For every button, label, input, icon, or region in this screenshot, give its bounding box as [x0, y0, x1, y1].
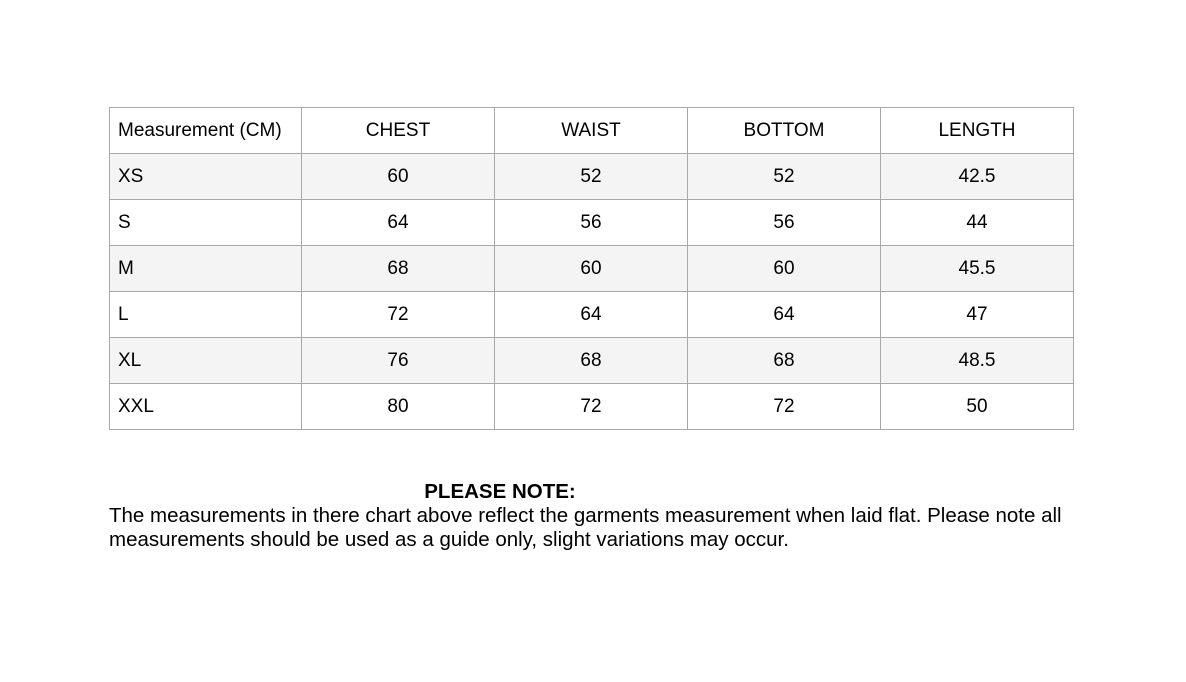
length-value: 45.5: [881, 246, 1074, 292]
header-chest: CHEST: [302, 108, 495, 154]
chest-value: 60: [302, 154, 495, 200]
length-value: 44: [881, 200, 1074, 246]
bottom-value: 60: [688, 246, 881, 292]
header-waist: WAIST: [495, 108, 688, 154]
waist-value: 52: [495, 154, 688, 200]
waist-value: 68: [495, 338, 688, 384]
note-title: PLEASE NOTE:: [424, 480, 576, 503]
bottom-value: 56: [688, 200, 881, 246]
chest-value: 76: [302, 338, 495, 384]
size-label: XL: [110, 338, 302, 384]
bottom-value: 68: [688, 338, 881, 384]
waist-value: 60: [495, 246, 688, 292]
table-row: [110, 338, 1074, 384]
chest-value: 64: [302, 200, 495, 246]
waist-value: 56: [495, 200, 688, 246]
size-label: XS: [110, 154, 302, 200]
note-body: The measurements in there chart above reflect the garments measurement when laid flat. Please note all measurements should be used as a guide only, slight variations may occur.: [109, 504, 1062, 551]
size-chart-header: [110, 108, 1074, 154]
table-row: [110, 246, 1074, 292]
size-label: M: [110, 246, 302, 292]
waist-value: 64: [495, 292, 688, 338]
size-label: XXL: [110, 384, 302, 430]
chest-value: 80: [302, 384, 495, 430]
bottom-value: 72: [688, 384, 881, 430]
length-value: 47: [881, 292, 1074, 338]
table-row: [110, 200, 1074, 246]
header-bottom: BOTTOM: [688, 108, 881, 154]
table-row: [110, 384, 1074, 430]
length-value: 48.5: [881, 338, 1074, 384]
size-chart-body: [110, 154, 1074, 430]
table-row: [110, 292, 1074, 338]
chest-value: 72: [302, 292, 495, 338]
header-row: [110, 108, 1074, 154]
header-length: LENGTH: [881, 108, 1074, 154]
size-chart-table: [109, 107, 1074, 430]
header-measurement: Measurement (CM): [110, 108, 302, 154]
bottom-value: 52: [688, 154, 881, 200]
size-label: L: [110, 292, 302, 338]
waist-value: 72: [495, 384, 688, 430]
size-label: S: [110, 200, 302, 246]
bottom-value: 64: [688, 292, 881, 338]
length-value: 50: [881, 384, 1074, 430]
measurement-note: [109, 480, 1073, 552]
chest-value: 68: [302, 246, 495, 292]
length-value: 42.5: [881, 154, 1074, 200]
table-row: [110, 154, 1074, 200]
